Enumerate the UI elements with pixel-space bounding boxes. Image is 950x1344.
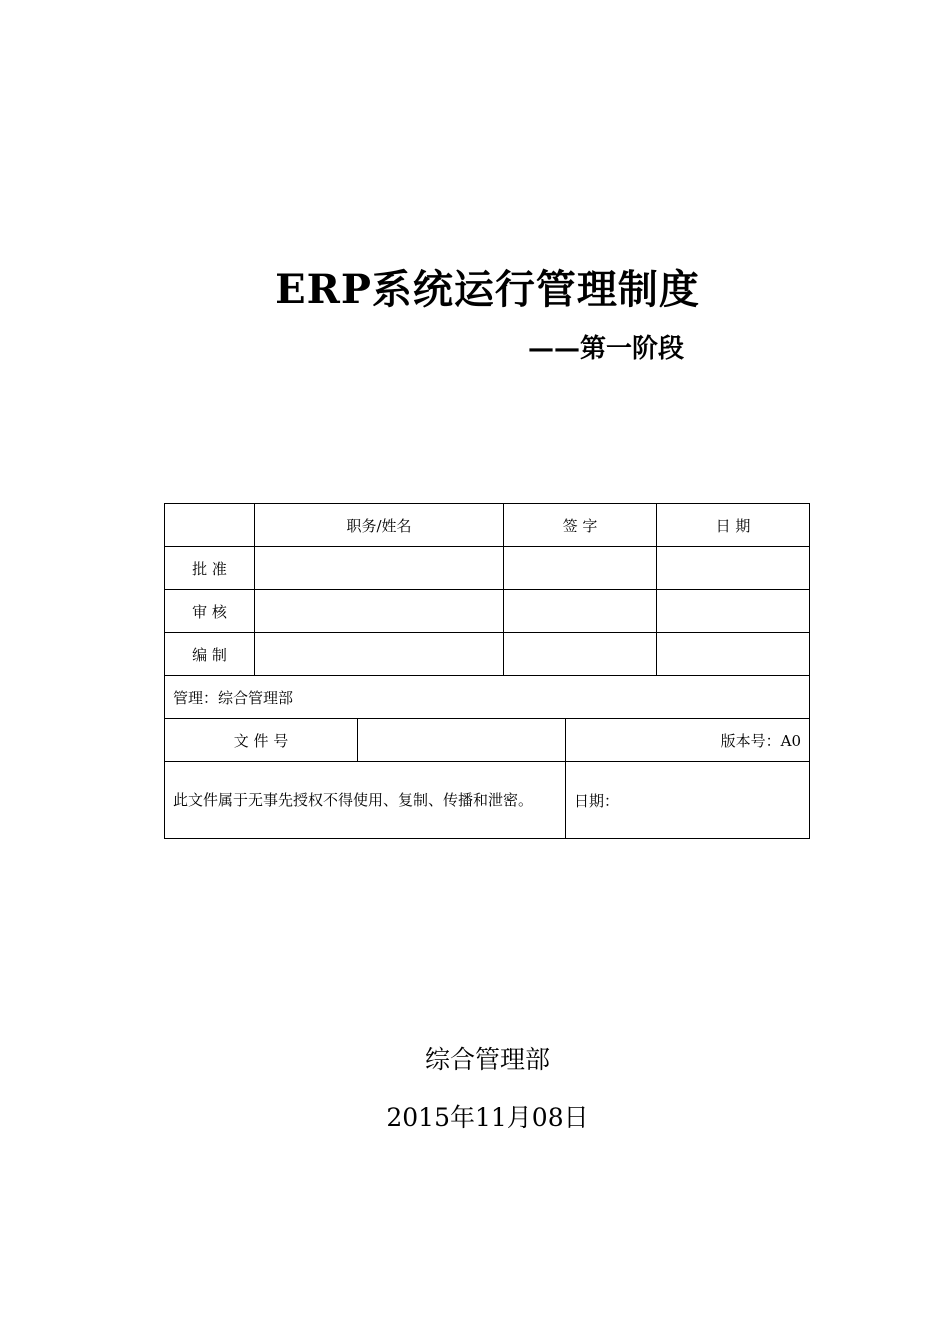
header-cell-name: 职务/姓名 bbox=[255, 504, 504, 547]
file-number-value[interactable] bbox=[358, 719, 566, 762]
compile-date-cell[interactable] bbox=[657, 633, 810, 676]
version-cell: 版本号：A0 bbox=[566, 719, 810, 762]
review-name-cell[interactable] bbox=[255, 590, 504, 633]
row-label-review: 审 核 bbox=[165, 590, 255, 633]
notice-cell: 此文件属于无事先授权不得使用、复制、传播和泄密。 bbox=[165, 762, 566, 839]
row-label-compile: 编 制 bbox=[165, 633, 255, 676]
approval-table bbox=[164, 503, 810, 839]
table-header-row bbox=[165, 504, 810, 547]
table-row-management bbox=[165, 676, 810, 719]
management-cell: 管理：综合管理部 bbox=[165, 676, 810, 719]
notice-date-cell: 日期： bbox=[566, 762, 810, 839]
table-row-file-number bbox=[165, 719, 810, 762]
approve-signature-cell[interactable] bbox=[504, 547, 657, 590]
header-cell-blank bbox=[165, 504, 255, 547]
table-row-notice bbox=[165, 762, 810, 839]
document-subtitle: ——第一阶段 bbox=[528, 334, 685, 364]
table-row-approve bbox=[165, 547, 810, 590]
header-cell-signature: 签 字 bbox=[504, 504, 657, 547]
footer-date: 2015年11月08日 bbox=[386, 1103, 589, 1132]
row-label-approve: 批 准 bbox=[165, 547, 255, 590]
approve-date-cell[interactable] bbox=[657, 547, 810, 590]
approve-name-cell[interactable] bbox=[255, 547, 504, 590]
document-title: ERP系统运行管理制度 bbox=[275, 266, 700, 313]
file-number-label: 文 件 号 bbox=[165, 719, 358, 762]
compile-name-cell[interactable] bbox=[255, 633, 504, 676]
compile-signature-cell[interactable] bbox=[504, 633, 657, 676]
review-signature-cell[interactable] bbox=[504, 590, 657, 633]
table-row-compile bbox=[165, 633, 810, 676]
header-cell-date: 日 期 bbox=[657, 504, 810, 547]
table-row-review bbox=[165, 590, 810, 633]
footer-department: 综合管理部 bbox=[424, 1045, 550, 1074]
review-date-cell[interactable] bbox=[657, 590, 810, 633]
